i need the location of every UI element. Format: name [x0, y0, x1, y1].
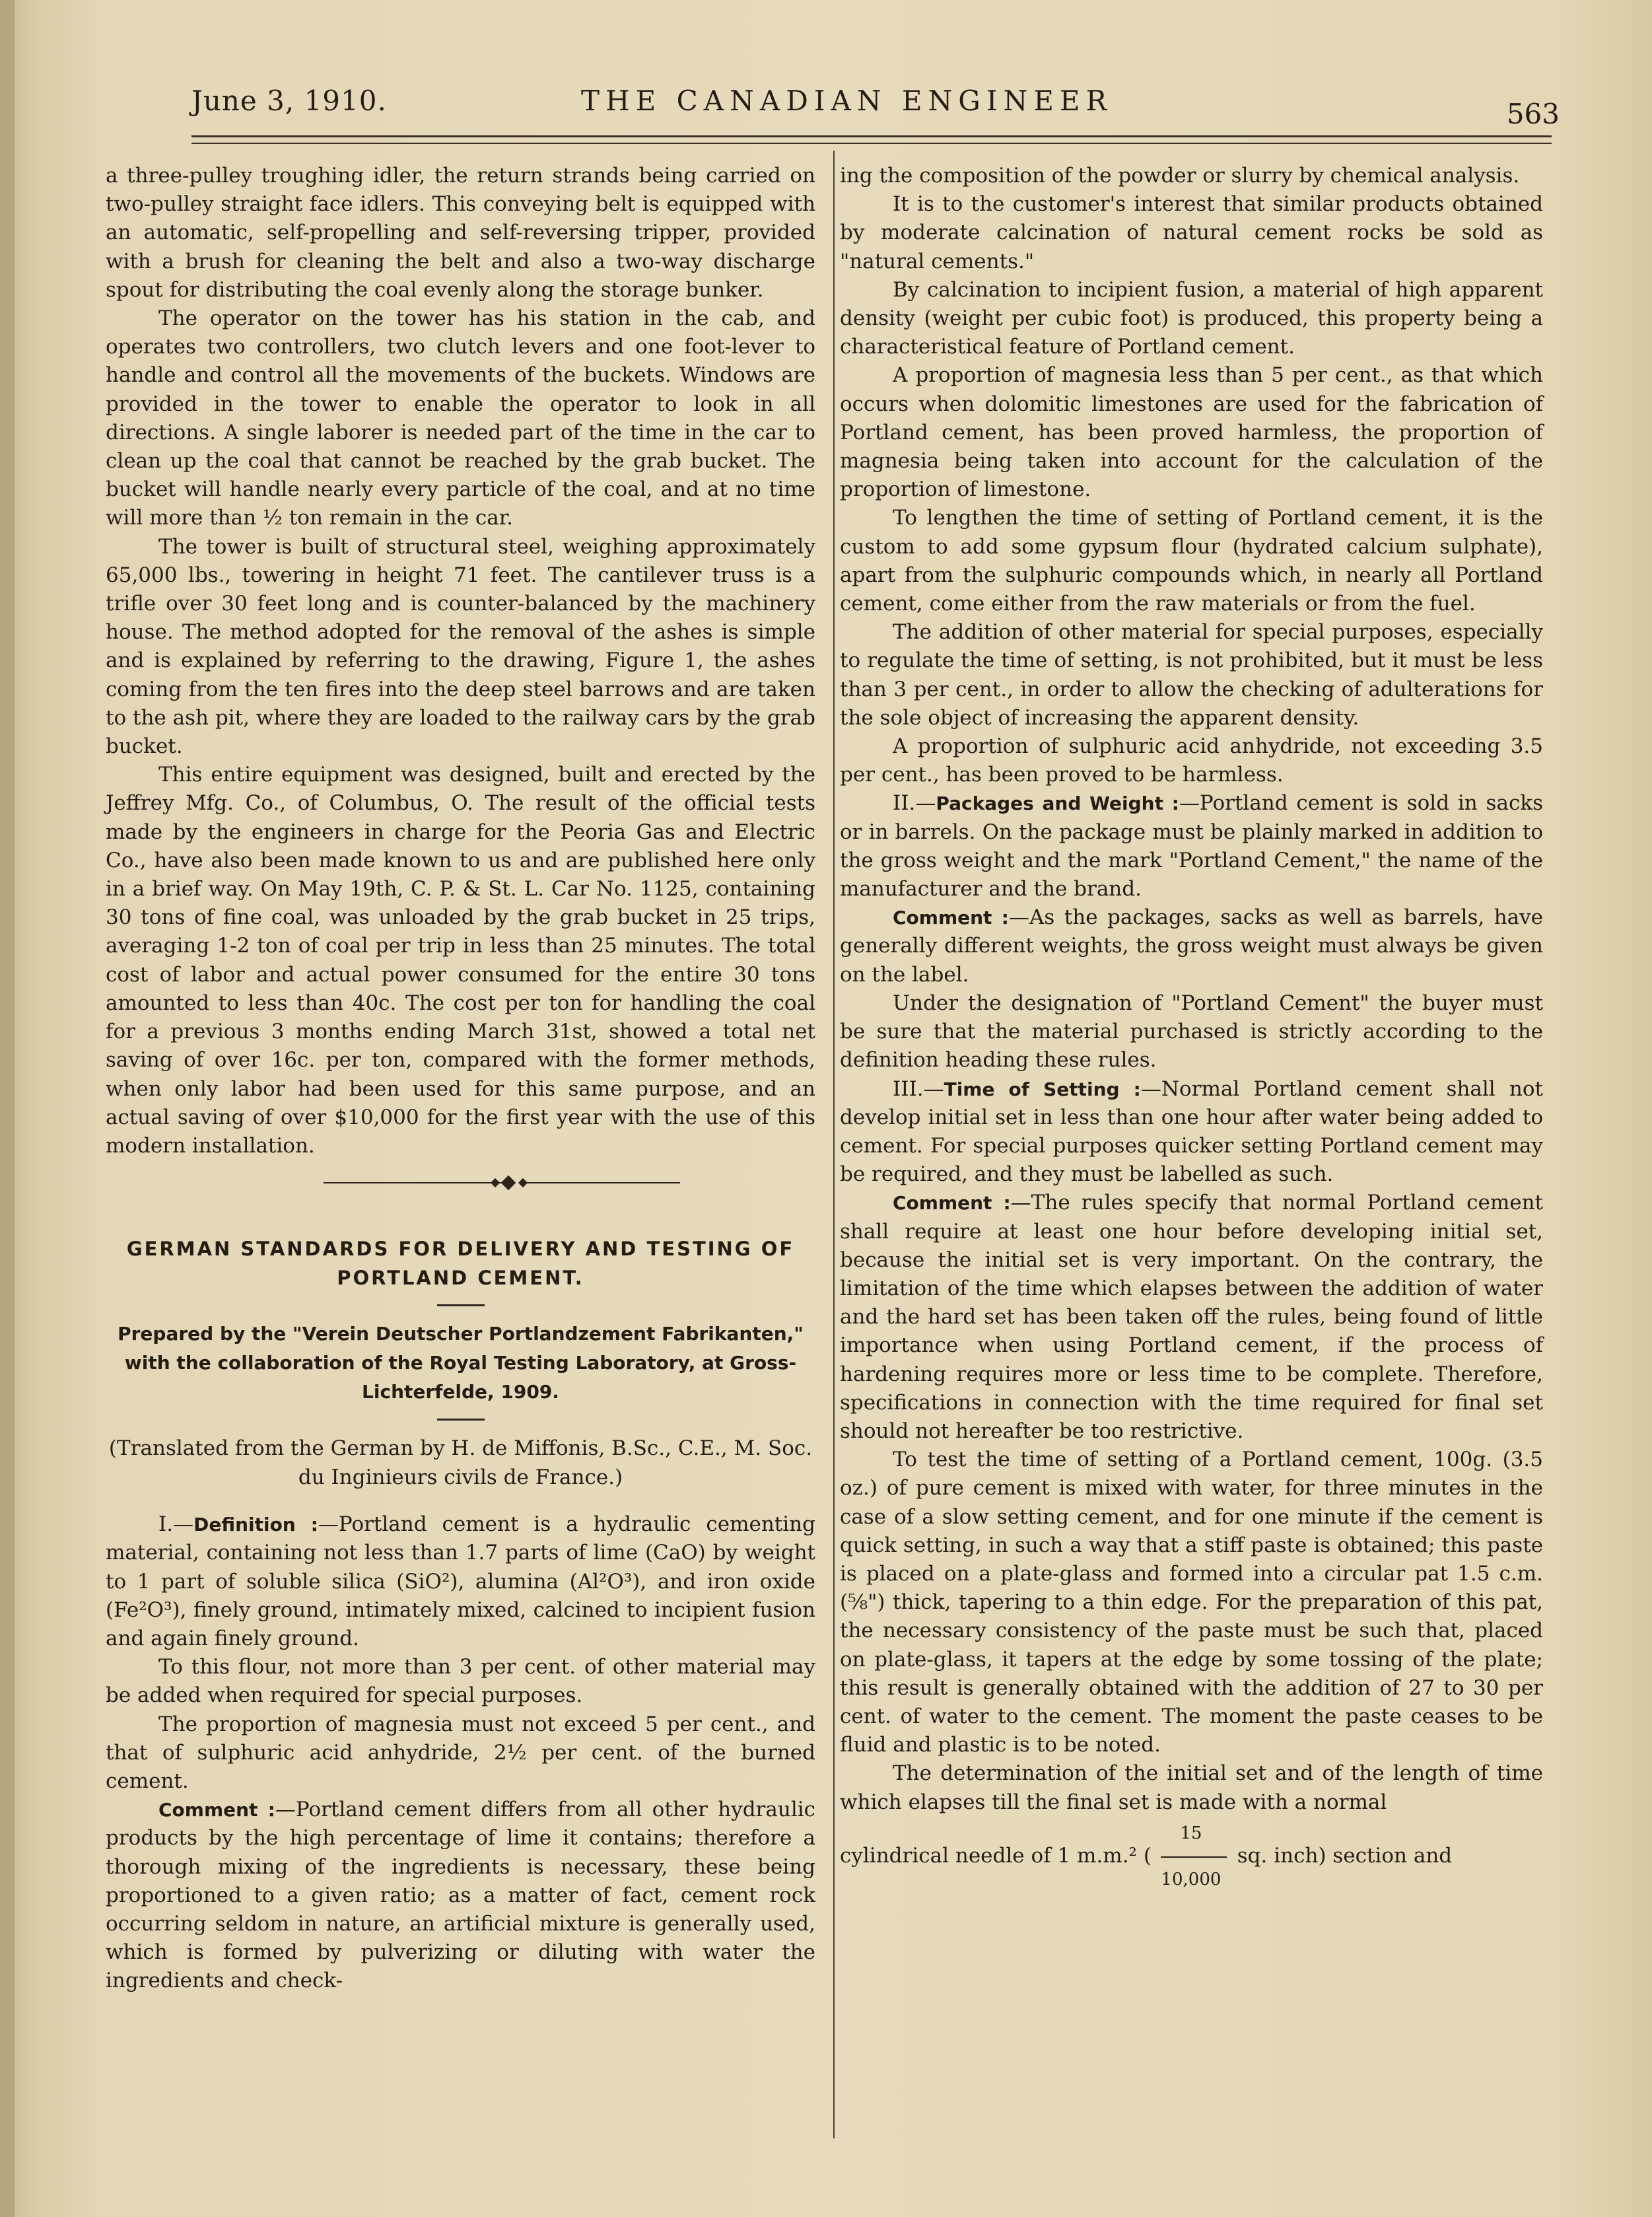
journal-title: THE CANADIAN ENGINEER — [581, 85, 1113, 117]
paragraph: By calcination to incipient fusion, a material of high apparent density (weight per cubic foot) is produced, this property being a characteristical feature of Portland cement. — [840, 277, 1543, 359]
issue-date: June 3, 1910. — [191, 85, 387, 117]
paragraph: To this flour, not more than 3 per cent. of other material may be added when required for special purposes. — [106, 1655, 815, 1708]
comment-paragraph — [840, 903, 1543, 989]
section-text: —Portland cement is sold in sacks or in barrels. On the package must be plainly marked in addition to the gross weight and the mark "Portland Cement," the name of the manufacturer and the brand. — [840, 791, 1544, 901]
binding-edge — [0, 0, 15, 2217]
section-number: I.— — [158, 1512, 194, 1537]
paragraph: This entire equipment was designed, built and erected by the Jeffrey Mfg. Co., of Columbus, O. The result of the official tests made by the engineers in charge for the Peoria Gas and Electric Co., have also been made known to us and are published here only in a brief way. On May 19th, C. P. & St. L. Car No. 1125, containing 30 tons of fine coal, was unloaded by the grab bucket in 25 trips, averaging 1-2 ton of coal per trip in less than 25 minutes. The total cost of labor and actual power consumed for the entire 30 tons amounted to less than 40c. The cost per ton for handling the coal for a previous 3 months ending March 31st, showed a total net saving of over 16c. per ton, compared with the former methods, when only labor had been used for this same purpose, and an actual saving of over $10,000 for the first year with the use of this modern installation. — [106, 763, 815, 1158]
comment-heading: Comment : — [158, 1799, 275, 1821]
packages-paragraph — [840, 789, 1543, 903]
section-number: II.— — [893, 791, 936, 816]
paragraph: The proportion of magnesia must not exceed 5 per cent., and that of sulphuric acid anhydride, 2½ per cent. of the burned cement. — [106, 1712, 815, 1793]
fraction-numerator: 15 — [1180, 1823, 1202, 1843]
comment-text: —As the packages, sacks as well as barrels, have generally different weights, the gross weight must always be given on the label. — [840, 905, 1543, 987]
comment-heading: Comment : — [893, 1192, 1011, 1214]
comment-text: —Portland cement differs from all other hydraulic products by the high percentage of lime it contains; therefore a thorough mixing of the ingredients is necessary, these being proportioned to a given ratio; as a matter of fact, cement rock occurring seldom in nature, an artificial mixture is generally used, which is formed by pulverizing or diluting with water the ingredients and check- — [106, 1798, 816, 1993]
comment-heading: Comment : — [893, 907, 1010, 929]
paragraph: The addition of other material for special purposes, especially to regulate the time of setting, is not prohibited, but it must be less than 3 per cent., in order to allow the checking of adulterations for the sole object of increasing the apparent density. — [840, 620, 1543, 730]
header-rule-top — [191, 135, 1552, 137]
left-column — [106, 162, 815, 1996]
section-text: —Normal Portland cement shall not develop initial set in less than one hour after water being added to cement. For special purposes quicker setting Portland cement may be required, and they must be labelled as such. — [840, 1076, 1543, 1187]
page-header — [191, 85, 1560, 131]
section-ornament — [106, 1160, 815, 1207]
paragraph: A proportion of magnesia less than 5 per cent., as that which occurs when dolomitic limestones are used for the fabrication of Portland cement, has been proved harmless, the proportion of magnesia being taken into account for the calculation of the proportion of limestone. — [840, 363, 1543, 502]
section-text: —Portland cement is a hydraulic cementing material, containing not less than 1.7 parts of lime (CaO) by weight to 1 part of soluble silica (SiO²), alumina (Al²O³), and iron oxide (Fe²O³), finely ground, intimately mixed, calcined to incipient fusion and again finely ground. — [106, 1512, 815, 1650]
fraction-bar — [1161, 1856, 1227, 1858]
paragraph: Under the designation of "Portland Cement" the buyer must be sure that the material purchased is strictly according to the definition heading these rules. — [840, 991, 1543, 1073]
fraction — [1152, 1823, 1231, 1889]
right-column — [840, 162, 1544, 1889]
section-heading: Definition : — [193, 1514, 318, 1536]
section-number: III.— — [893, 1076, 944, 1101]
article-subtitle: Prepared by the "Verein Deutscher Portlandzement Fabrikanten," with the collaboration of the Royal Testing Laboratory, at Gross-Lichterfelde, 1909. — [118, 1323, 804, 1403]
header-rule-bottom — [191, 143, 1552, 144]
setting-paragraph — [840, 1075, 1543, 1189]
paragraph: The determination of the initial set and of the length of time which elapses till the final set is made with a normal — [840, 1761, 1543, 1814]
paragraph: To test the time of setting of a Portland cement, 100g. (3.5 oz.) of pure cement is mixed with water, for three minutes in the case of a slow setting cement, and for one minute if the cement is quick setting, in such a way that a stiff paste is obtained; this paste is placed on a plate-glass and formed into a circular pat 1.5 c.m. (⅝") thick, tapering to a thin edge. For the preparation of this pat, the necessary consistency of the paste must be such that, placed on plate-glass, it tapers at the edge by some tossing of the plate; this result is generally obtained with the addition of 27 to 30 per cent. of water to the cement. The moment the paste ceases to be fluid and plastic is to be noted. — [840, 1448, 1543, 1757]
page-number: 563 — [1506, 98, 1560, 130]
paragraph: A proportion of sulphuric acid anhydride, not exceeding 3.5 per cent., has been proved to be harmless. — [840, 734, 1543, 787]
paragraph: It is to the customer's interest that similar products obtained by moderate calcination of natural cement rocks be sold as "natural cements." — [840, 192, 1543, 273]
subtitle-rule — [437, 1419, 485, 1421]
paragraph: The operator on the tower has his station in the cab, and operates two controllers, two clutch levers and one foot-lever to handle and control all the movements of the buckets. Windows are provided in the tower to enable the operator to look in all directions. A single laborer is needed part of the time in the car to clean up the coal that cannot be reached by the grab bucket. The bucket will handle nearly every particle of the coal, and at no time will more than ½ ton remain in the car. — [106, 306, 815, 530]
needle-text-start: cylindrical needle of 1 m.m.² ( — [840, 1843, 1152, 1868]
fraction-denominator: 10,000 — [1161, 1869, 1222, 1889]
comment-paragraph — [840, 1189, 1543, 1446]
translator-credit: (Translated from the German by H. de Miffonis, B.Sc., C.E., M. Soc. du Inginieurs civils de France.) — [108, 1436, 813, 1490]
paragraph: The tower is built of structural steel, weighing approximately 65,000 lbs., towering in height 71 feet. The cantilever truss is a trifle over 30 feet long and is counter-balanced by the machinery house. The method adopted for the removal of the ashes is simple and is explained by referring to the drawing, Figure 1, the ashes coming from the ten fires into the deep steel barrows and are taken to the ash pit, where they are loaded to the railway cars by the grab bucket. — [106, 534, 815, 759]
title-rule — [437, 1304, 485, 1306]
definition-paragraph — [106, 1510, 815, 1653]
paragraph: ing the composition of the powder or slurry by chemical analysis. — [840, 164, 1520, 188]
section-heading: Time of Setting : — [944, 1078, 1141, 1100]
comment-paragraph — [106, 1796, 815, 1995]
column-divider — [833, 151, 835, 2138]
needle-text-end: sq. inch) section and — [1230, 1843, 1453, 1868]
paragraph: a three-pulley troughing idler, the return strands being carried on two-pulley straight face idlers. This conveying belt is equipped with an automatic, self-propelling and self-reversing tripper, provided with a brush for cleaning the belt and also a two-way discharge spout for distributing the coal evenly along the storage bunker. — [106, 164, 815, 302]
comment-text: —The rules specify that normal Portland cement shall require at least one hour before developing initial set, because the initial set is very important. On the contrary, the limitation of the time which elapses between the addition of water and the hard set has been taken off the rules, being found of little importance when using Portland cement, if the process of hardening requires more or less time to be complete. Therefore, specifications in connection with the time required for final set should not hereafter be too restrictive. — [840, 1191, 1543, 1443]
article-title: GERMAN STANDARDS FOR DELIVERY AND TESTING OF PORTLAND CEMENT. — [126, 1238, 795, 1290]
paragraph: To lengthen the time of setting of Portland cement, it is the custom to add some gypsum flour (hydrated calcium sulphate), apart from the sulphuric compounds which, in nearly all Portland cement, come either from the raw materials or from the fuel. — [840, 506, 1543, 616]
section-heading: Packages and Weight : — [936, 792, 1179, 815]
needle-size-line — [840, 1823, 1543, 1889]
